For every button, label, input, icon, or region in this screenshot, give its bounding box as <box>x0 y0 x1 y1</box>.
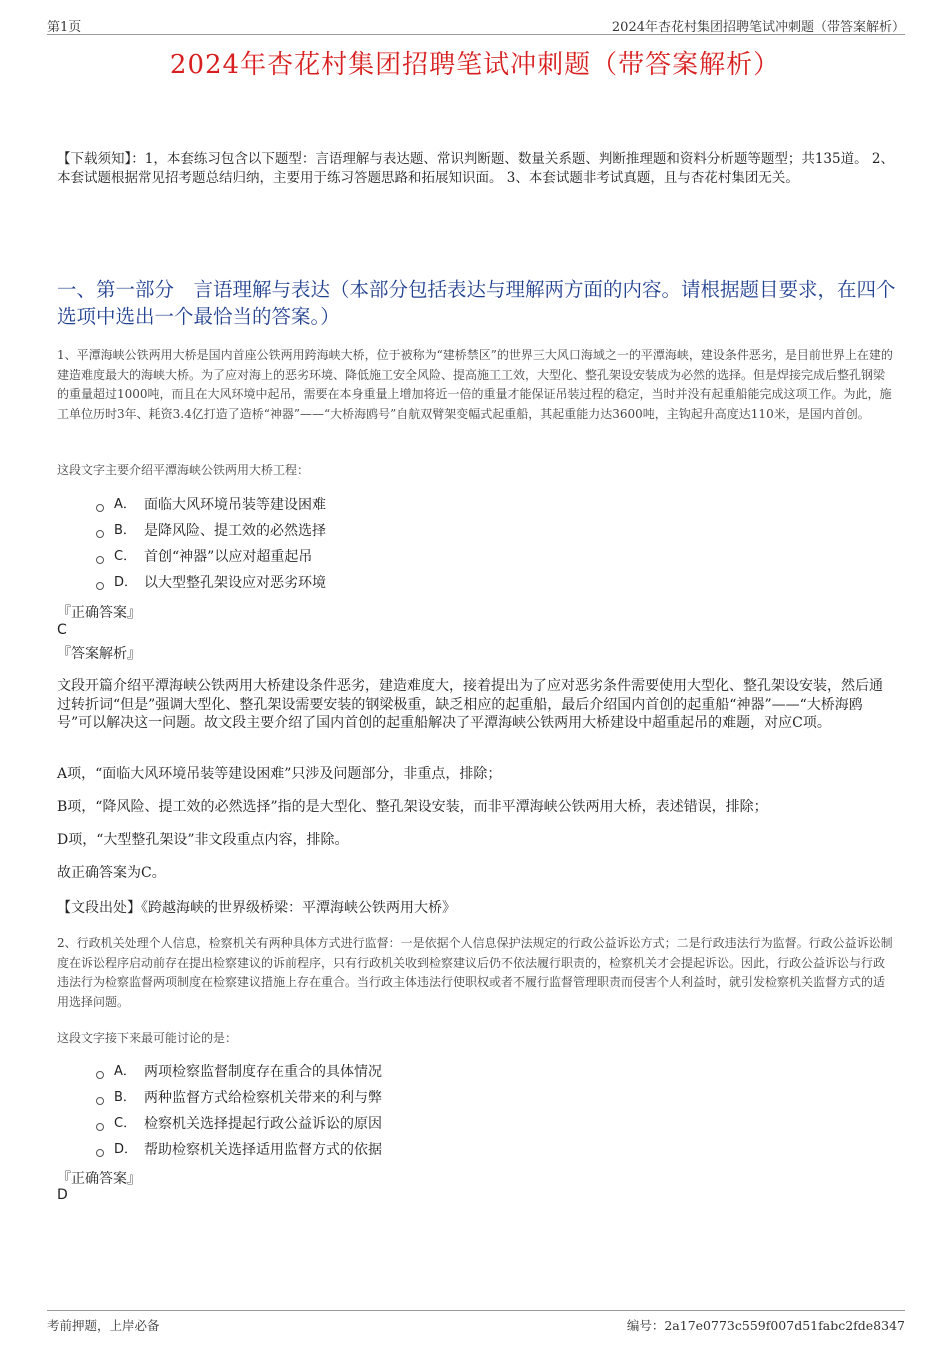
question-2-text: 2、行政机关处理个人信息，检察机关有两种具体方式进行监督：一是依据个人信息保护法规定的行政公益诉讼方式；二是行政违法行为监督。行政公益诉讼制度在诉讼程序启动前存在提出检察建议的诉前程序，只有行政机关收到检察建议后仍不依法履行职责的，检察机关才会提起诉讼。因此，行政公益诉讼与行政违法行为检察监督两项制度在检察建议措施上存在重合。当行政主体违法行使职权或者不履行监督管理职责而侵害个人利益时，就引发检察机关监督方式的适用选择问题。 <box>57 936 893 1009</box>
radio-icon[interactable] <box>96 556 104 564</box>
question-1-options <box>96 492 326 596</box>
question-2-prompt: 这段文字接下来最可能讨论的是： <box>57 1031 238 1045</box>
radio-icon[interactable] <box>96 1149 104 1157</box>
radio-icon[interactable] <box>96 1071 104 1079</box>
source-citation: 【文段出处】《跨越海峡的世界级桥梁：平潭海峡公铁两用大桥》 <box>57 900 456 916</box>
radio-icon[interactable] <box>96 1097 104 1105</box>
radio-icon[interactable] <box>96 1123 104 1131</box>
question-1-prompt: 这段文字主要介绍平潭海峡公铁两用大桥工程： <box>57 463 310 477</box>
option-b[interactable]: B． 两种监督方式给检察机关带来的利与弊 <box>96 1085 382 1111</box>
radio-icon[interactable] <box>96 504 104 512</box>
header-doc-title: 2024年杏花村集团招聘笔试冲刺题（带答案解析） <box>611 20 905 35</box>
option-b[interactable]: B． 是降风险、提工效的必然选择 <box>96 518 326 544</box>
correct-answer: D <box>57 1187 68 1203</box>
option-d[interactable]: D． 帮助检察机关选择适用监督方式的依据 <box>96 1137 382 1163</box>
explain-option-d: D项，“大型整孔架设”非文段重点内容，排除。 <box>57 832 349 848</box>
radio-icon[interactable] <box>96 530 104 538</box>
question-2-options <box>96 1059 382 1163</box>
explain-option-b: B项，“降风险、提工效的必然选择”指的是大型化、整孔架设安装，而非平潭海峡公铁两用大桥，表述错误，排除； <box>57 799 768 815</box>
download-notice: 【下载须知】：1，本套练习包含以下题型：言语理解与表达题、常识判断题、数量关系题、判断推理题和资料分析题等题型；共135道。 2、本套试题根据常见招考题总结归纳，主要用于练习答题思路和拓展知识面。 3、本套试题非考试真题，且与杏花村集团无关。 <box>57 151 894 186</box>
option-a[interactable]: A． 面临大风环境吊装等建设困难 <box>96 492 326 518</box>
page-number: 第1页 <box>47 20 82 35</box>
conclusion: 故正确答案为C。 <box>57 865 166 881</box>
correct-answer: C <box>57 622 67 638</box>
page-header <box>47 14 905 35</box>
analysis-label: 『答案解析』 <box>57 646 141 662</box>
section-heading: 一、第一部分 言语理解与表达（本部分包括表达与理解两方面的内容。请根据题目要求，在四个选项中选出一个最恰当的答案。） <box>57 278 896 328</box>
explain-option-a: A项，“面临大风环境吊装等建设困难”只涉及问题部分，非重点，排除； <box>57 766 502 782</box>
option-c[interactable]: C． 首创“神器”以应对超重起吊 <box>96 544 326 570</box>
footer-slogan: 考前押题，上岸必备 <box>47 1318 160 1333</box>
correct-answer-label: 『正确答案』 <box>57 605 141 621</box>
option-c[interactable]: C． 检察机关选择提起行政公益诉讼的原因 <box>96 1111 382 1137</box>
analysis-text: 文段开篇介绍平潭海峡公铁两用大桥建设条件恶劣，建造难度大，接着提出为了应对恶劣条件需要使用大型化、整孔架设安装，然后通过转折词“但是”强调大型化、整孔架设需要安装的钢梁极重，缺乏相应的起重船，最后介绍国内首创的起重船“神器”——“大桥海鸥号”可以解决这一问题。故文段主要介绍了国内首创的起重船解决了平潭海峡公铁两用大桥建设中超重起吊的难题，对应C项。 <box>57 678 883 731</box>
radio-icon[interactable] <box>96 582 104 590</box>
correct-answer-label: 『正确答案』 <box>57 1171 141 1187</box>
question-1-text: 1、平潭海峡公铁两用大桥是国内首座公铁两用跨海峡大桥，位于被称为“建桥禁区”的世界三大风口海域之一的平潭海峡，建设条件恶劣，是目前世界上在建的建造难度最大的海峡大桥。为了应对海上的恶劣环境、降低施工安全风险、提高施工工效，大型化、整孔架设安装成为必然的选择。但是焊接完成后整孔钢梁的重量超过1000吨，而且在大风环境中起吊，需要在本身重量上增加将近一倍的重量才能保证吊装过程的稳定，当时并没有起重船能完成这项工作。为此，施工单位历时3年、耗资3.4亿打造了造桥“神器”——“大桥海鸥号”自航双臂架变幅式起重船，其起重能力达3600吨，主钩起升高度达110米，是国内首创。 <box>57 348 893 421</box>
footer-code: 编号：2a17e0773c559f007d51fabc2fde8347 <box>626 1318 905 1333</box>
page-title: 2024年杏花村集团招聘笔试冲刺题（带答案解析） <box>169 50 781 80</box>
option-d[interactable]: D． 以大型整孔架设应对恶劣环境 <box>96 570 326 596</box>
option-a[interactable]: A． 两项检察监督制度存在重合的具体情况 <box>96 1059 382 1085</box>
page-footer <box>47 1310 905 1335</box>
